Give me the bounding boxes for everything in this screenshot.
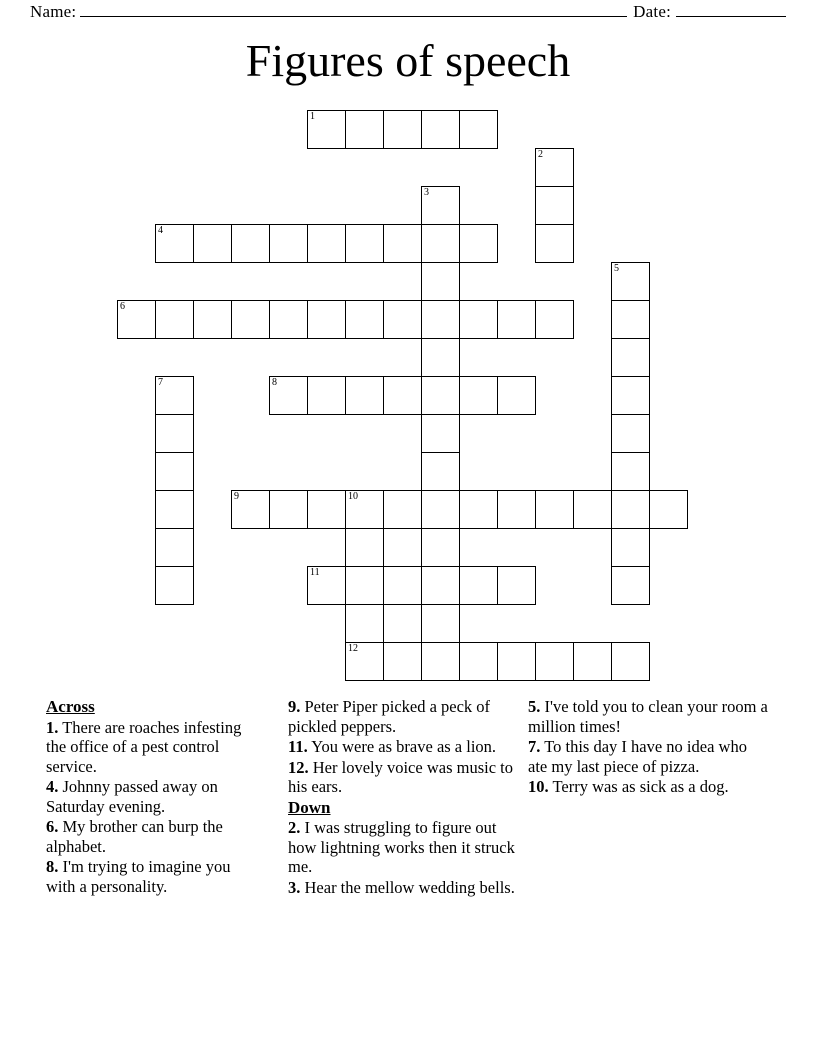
crossword-cell[interactable] — [421, 262, 460, 301]
crossword-cell[interactable] — [383, 376, 422, 415]
clues-column-3 — [528, 697, 768, 798]
crossword-cell[interactable] — [459, 300, 498, 339]
clue-number: 5. — [528, 697, 541, 716]
crossword-cell[interactable] — [269, 490, 308, 529]
clue-item: 5. I've told you to clean your room a million times! — [528, 697, 768, 736]
cell-number: 6 — [120, 301, 125, 312]
crossword-cell[interactable] — [649, 490, 688, 529]
crossword-cell[interactable] — [573, 642, 612, 681]
crossword-cell[interactable] — [193, 224, 232, 263]
crossword-cell[interactable] — [459, 642, 498, 681]
crossword-cell[interactable] — [611, 338, 650, 377]
crossword-cell[interactable] — [155, 528, 194, 567]
crossword-cell[interactable] — [421, 338, 460, 377]
crossword-cell[interactable] — [535, 490, 574, 529]
cell-number: 5 — [614, 263, 619, 274]
crossword-cell[interactable] — [345, 224, 384, 263]
crossword-cell[interactable] — [497, 566, 536, 605]
page-title: Figures of speech — [245, 35, 571, 86]
crossword-cell[interactable] — [611, 300, 650, 339]
crossword-cell[interactable] — [383, 566, 422, 605]
crossword-cell[interactable] — [155, 224, 194, 263]
crossword-cell[interactable] — [611, 376, 650, 415]
cell-number: 3 — [424, 187, 429, 198]
crossword-cell[interactable] — [421, 490, 460, 529]
crossword-cell[interactable] — [155, 300, 194, 339]
crossword-cell[interactable] — [611, 528, 650, 567]
crossword-cell[interactable] — [345, 376, 384, 415]
crossword-cell[interactable] — [459, 376, 498, 415]
crossword-cell[interactable] — [459, 566, 498, 605]
clue-item: 8. I'm trying to imagine you with a personality. — [46, 857, 231, 896]
crossword-grid — [0, 105, 816, 695]
date-label: Date: — [633, 2, 671, 21]
date-blank-line — [676, 4, 786, 17]
crossword-cell[interactable] — [421, 110, 460, 149]
crossword-cell[interactable] — [421, 566, 460, 605]
crossword-cell[interactable] — [155, 376, 194, 415]
crossword-cell[interactable] — [155, 414, 194, 453]
crossword-cell[interactable] — [345, 110, 384, 149]
cell-number: 11 — [310, 567, 320, 578]
crossword-cell[interactable] — [231, 490, 270, 529]
clue-number: 10. — [528, 777, 549, 796]
cell-number: 7 — [158, 377, 163, 388]
clues-section — [46, 697, 776, 997]
crossword-cell[interactable] — [611, 642, 650, 681]
crossword-cell[interactable] — [421, 300, 460, 339]
clue-item: 3. Hear the mellow wedding bells. — [288, 877, 515, 897]
clue-number: 6. — [46, 817, 59, 836]
cell-number: 10 — [348, 491, 358, 502]
clue-item: 2. I was struggling to figure out how lightning works then it struck me. — [288, 818, 515, 876]
student-header — [30, 2, 786, 22]
name-label: Name: — [30, 2, 77, 21]
clue-item: 1. There are roaches infesting the office of a pest control service. — [46, 717, 242, 776]
down-heading: Down — [288, 797, 331, 817]
crossword-cell[interactable] — [497, 490, 536, 529]
crossword-cell[interactable] — [383, 490, 422, 529]
cell-number: 8 — [272, 377, 277, 388]
crossword-cell[interactable] — [611, 262, 650, 301]
clues-column-1 — [46, 697, 261, 897]
clue-item: 11. You were as brave as a lion. — [288, 737, 497, 756]
crossword-cell[interactable] — [497, 376, 536, 415]
cell-number: 9 — [234, 491, 239, 502]
clue-number: 3. — [288, 877, 301, 897]
crossword-cell[interactable] — [535, 642, 574, 681]
name-blank-line — [80, 4, 627, 17]
crossword-cell[interactable] — [421, 186, 460, 225]
crossword-cell[interactable] — [307, 300, 346, 339]
crossword-cell[interactable] — [611, 414, 650, 453]
crossword-cell[interactable] — [459, 490, 498, 529]
clue-number: 9. — [288, 697, 301, 716]
crossword-cell[interactable] — [459, 224, 498, 263]
crossword-cell[interactable] — [193, 300, 232, 339]
clue-item: 9. Peter Piper picked a peck of pickled peppers. — [288, 697, 491, 736]
crossword-cell[interactable] — [535, 186, 574, 225]
crossword-cell[interactable] — [611, 490, 650, 529]
crossword-cell[interactable] — [573, 490, 612, 529]
crossword-cell[interactable] — [497, 642, 536, 681]
crossword-cell[interactable] — [535, 148, 574, 187]
crossword-cell[interactable] — [307, 490, 346, 529]
crossword-cell[interactable] — [117, 300, 156, 339]
crossword-cell[interactable] — [307, 566, 346, 605]
crossword-cell[interactable] — [535, 300, 574, 339]
crossword-cell[interactable] — [421, 414, 460, 453]
clue-item: 6. My brother can burp the alphabet. — [46, 817, 223, 856]
crossword-cell[interactable] — [535, 224, 574, 263]
cell-number: 4 — [158, 225, 163, 236]
crossword-cell[interactable] — [497, 300, 536, 339]
crossword-cell[interactable] — [421, 224, 460, 263]
crossword-cell[interactable] — [345, 300, 384, 339]
crossword-cell[interactable] — [421, 528, 460, 567]
clue-number: 8. — [46, 857, 59, 876]
crossword-cell[interactable] — [421, 376, 460, 415]
crossword-cell[interactable] — [307, 224, 346, 263]
clue-item: 12. Her lovely voice was music to his ears. — [288, 757, 513, 796]
across-heading: Across — [46, 697, 95, 716]
crossword-cell[interactable] — [383, 110, 422, 149]
crossword-cell[interactable] — [383, 300, 422, 339]
crossword-cell[interactable] — [269, 376, 308, 415]
crossword-cell[interactable] — [611, 566, 650, 605]
clue-number: 1. — [46, 717, 59, 737]
crossword-cell[interactable] — [383, 642, 422, 681]
crossword-cell[interactable] — [307, 376, 346, 415]
clue-number: 11. — [288, 737, 308, 756]
crossword-cell[interactable] — [345, 528, 384, 567]
crossword-cell[interactable] — [611, 452, 650, 491]
crossword-cell[interactable] — [269, 224, 308, 263]
clue-number: 4. — [46, 777, 59, 796]
clue-item: 4. Johnny passed away on Saturday evening. — [46, 777, 218, 816]
crossword-cell[interactable] — [231, 224, 270, 263]
crossword-cell[interactable] — [459, 110, 498, 149]
crossword-cell[interactable] — [307, 110, 346, 149]
crossword-cell[interactable] — [421, 642, 460, 681]
crossword-cell[interactable] — [155, 566, 194, 605]
clue-number: 12. — [288, 757, 309, 777]
clue-item: 7. To this day I have no idea who ate my last piece of pizza. — [528, 737, 747, 776]
crossword-cell[interactable] — [155, 452, 194, 491]
crossword-cell[interactable] — [421, 604, 460, 643]
clues-column-2 — [288, 697, 516, 898]
crossword-cell[interactable] — [231, 300, 270, 339]
cell-number: 12 — [348, 643, 358, 654]
crossword-cell[interactable] — [345, 642, 384, 681]
crossword-cell[interactable] — [345, 604, 384, 643]
cell-number: 1 — [310, 111, 315, 122]
cell-number: 2 — [538, 149, 543, 160]
crossword-cell[interactable] — [345, 566, 384, 605]
crossword-cell[interactable] — [345, 490, 384, 529]
clue-number: 7. — [528, 737, 541, 756]
clue-number: 2. — [288, 818, 301, 837]
crossword-cell[interactable] — [155, 490, 194, 529]
crossword-cell[interactable] — [383, 224, 422, 263]
clue-item: 10. Terry was as sick as a dog. — [528, 777, 729, 796]
crossword-cell[interactable] — [269, 300, 308, 339]
crossword-cell[interactable] — [421, 452, 460, 491]
